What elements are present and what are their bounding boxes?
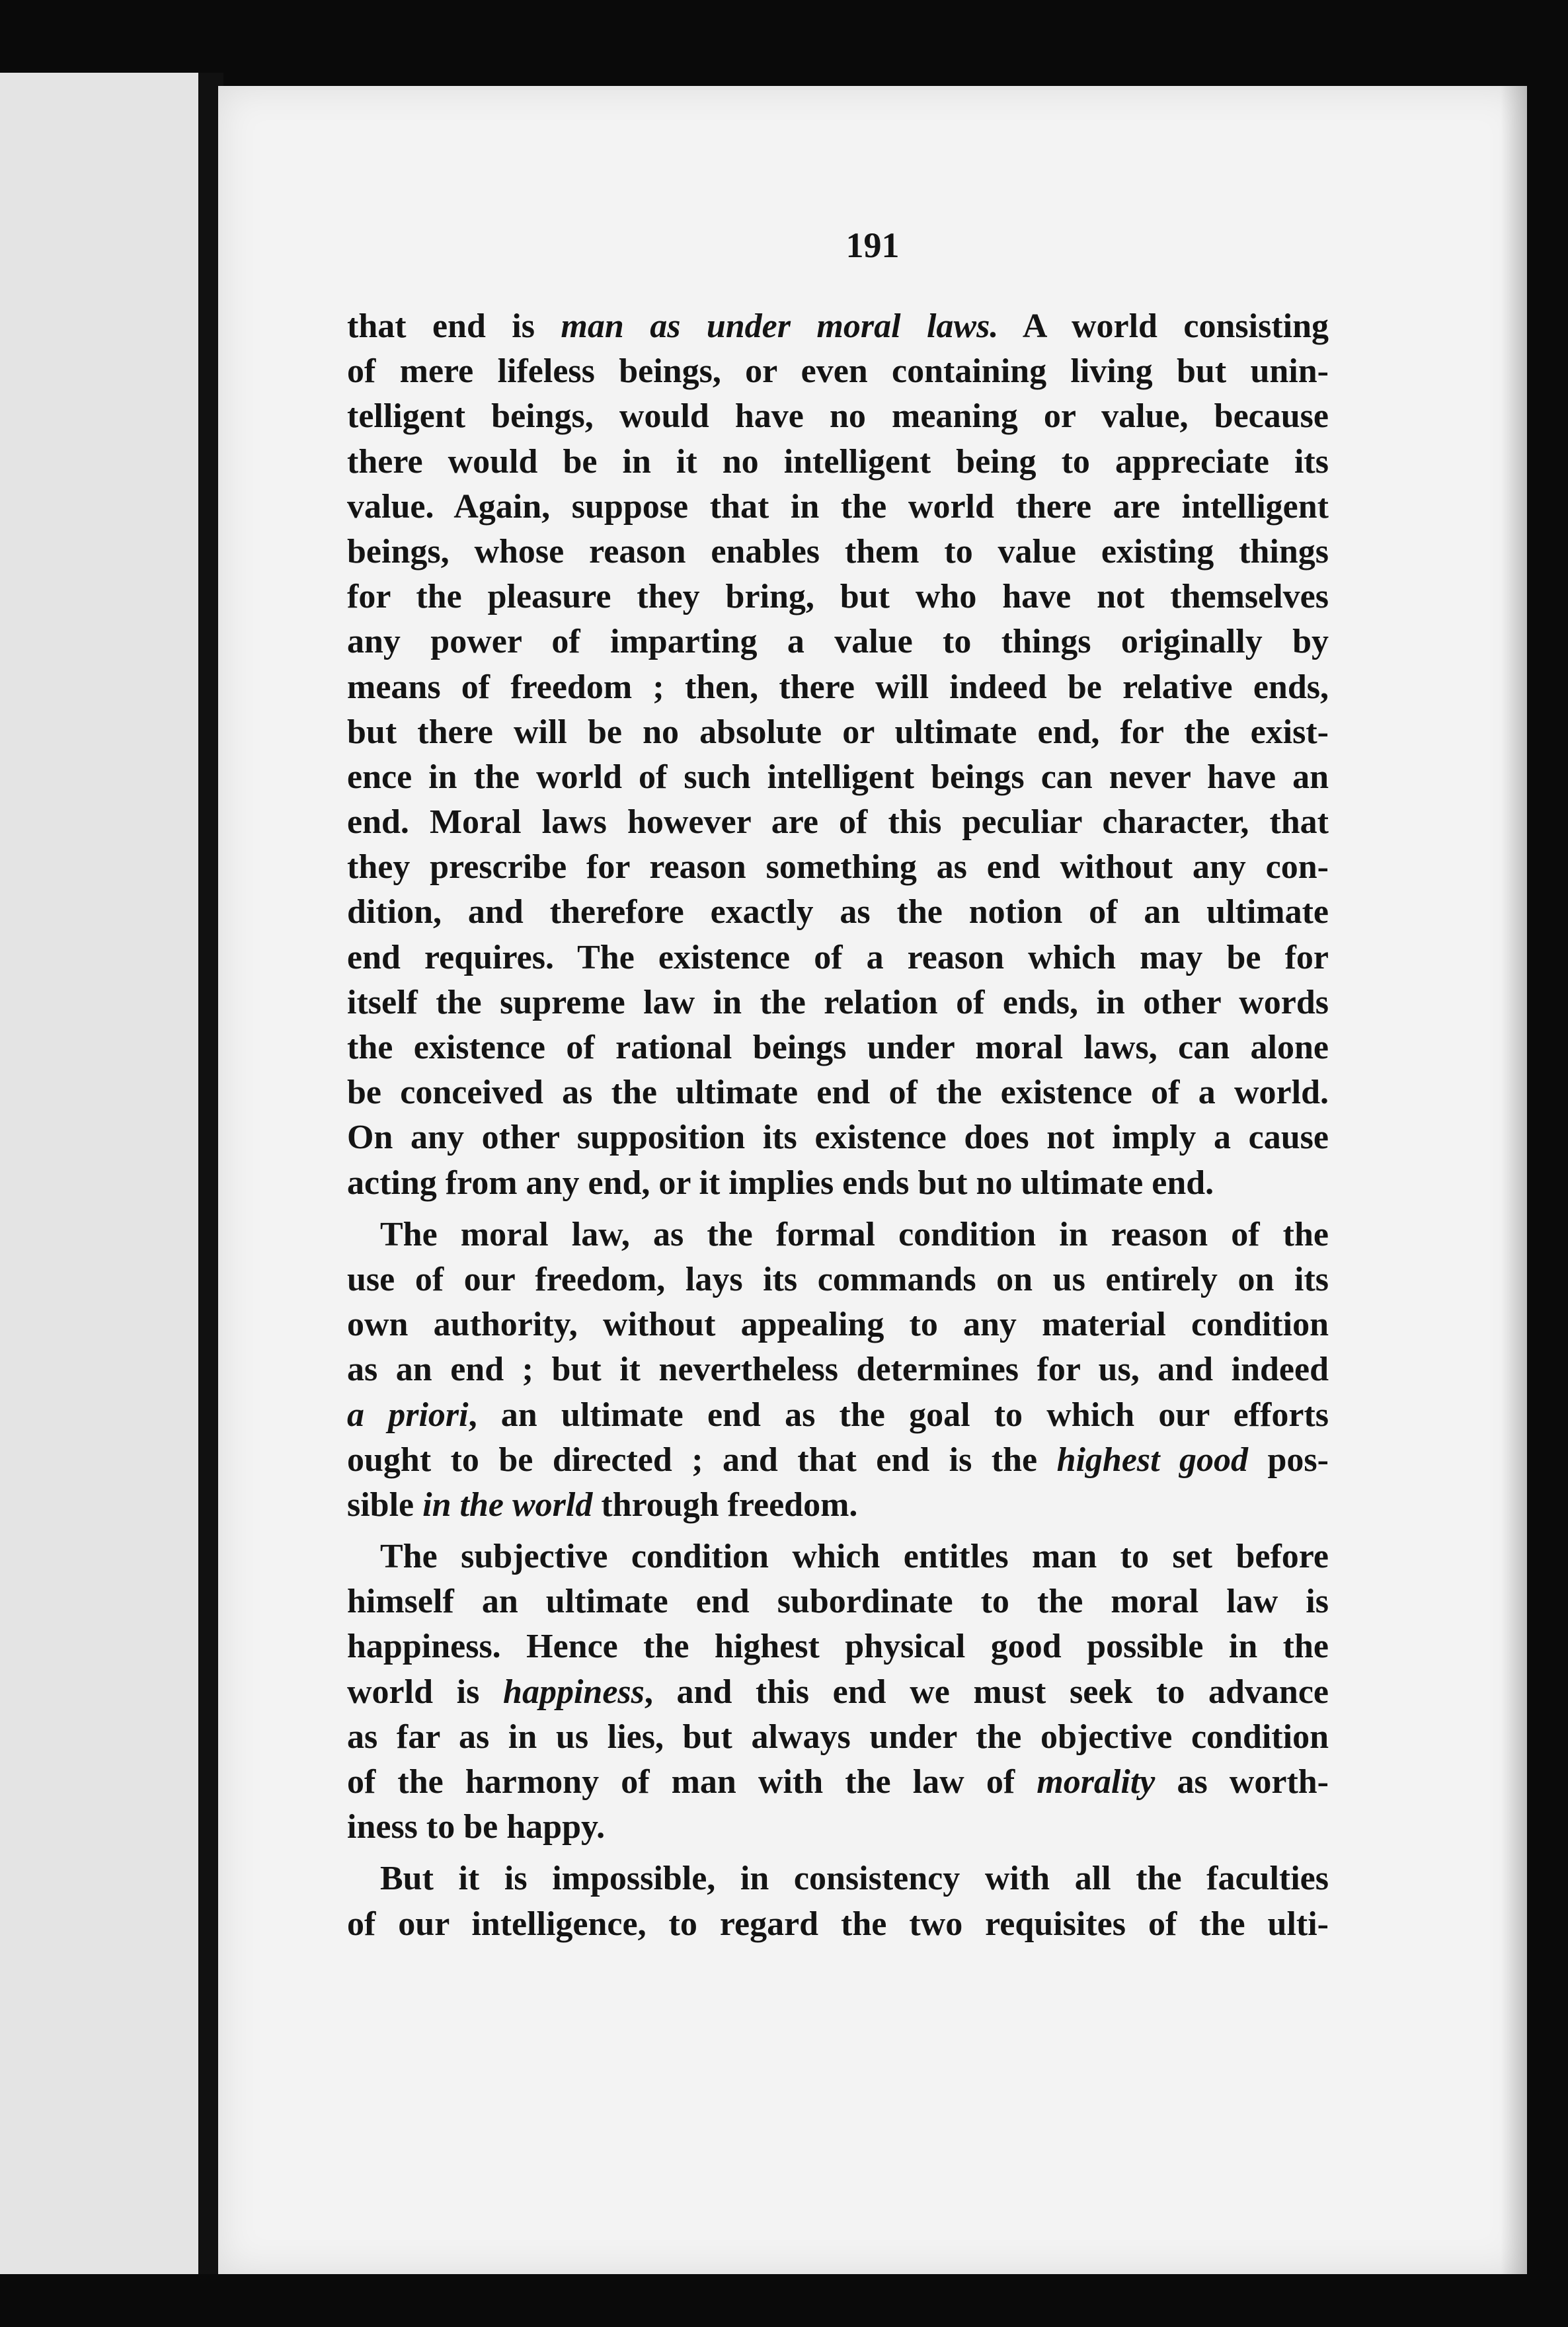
text-line: [347, 890, 1329, 935]
text-run: but there will be no absolute or ultimate end, for the exist-: [347, 713, 1329, 751]
text-run: himself an ultimate end subordinate to the moral law is: [347, 1583, 1329, 1621]
text-run: for the pleasure they bring, but who have not themselves: [347, 578, 1329, 616]
text-run: world is: [347, 1673, 504, 1711]
text-line: [347, 980, 1329, 1025]
text-line: [347, 755, 1329, 800]
text-run: use of our freedom, lays its commands on us entirely on its: [347, 1260, 1329, 1298]
text-run: ence in the world of such intelligent beings can never have an: [347, 758, 1329, 796]
text-run: dition, and therefore exactly as the notion of an ultimate: [347, 893, 1329, 931]
text-line: [347, 935, 1329, 980]
text-line: [347, 530, 1329, 574]
text-line: [347, 394, 1329, 439]
text-run: through freedom.: [592, 1485, 858, 1524]
paragraph-gap: [347, 1206, 1329, 1212]
text-line: [347, 1212, 1329, 1257]
text-line: [347, 710, 1329, 755]
text-run: A world consisting: [998, 307, 1329, 345]
text-line: [347, 485, 1329, 530]
page-number: 191: [845, 225, 900, 265]
text-run: there would be in it no intelligent being to appreciate its: [347, 442, 1329, 481]
text-line: [347, 1393, 1329, 1438]
text-line: [347, 1805, 1329, 1850]
paragraph-gap: [347, 1528, 1329, 1534]
text-line: [347, 1483, 1329, 1528]
text-run: the existence of rational beings under moral laws, can alone: [347, 1029, 1329, 1066]
text-run: pos-: [1248, 1440, 1329, 1479]
italic-text-run: a priori: [347, 1396, 469, 1434]
text-line: [347, 619, 1329, 664]
text-line: [347, 1902, 1329, 1947]
text-line: [347, 1070, 1329, 1115]
text-run: as far as in us lies, but always under the objective condition: [347, 1717, 1329, 1756]
italic-text-run: highest good: [1056, 1440, 1249, 1479]
text-line: [347, 574, 1329, 619]
italic-text-run: morality: [1037, 1763, 1156, 1801]
text-run: own authority, without appealing to any material condition: [347, 1306, 1329, 1344]
text-line: [347, 1347, 1329, 1392]
text-line: [347, 1856, 1329, 1901]
text-line: [347, 800, 1329, 845]
text-line: [347, 304, 1329, 349]
italic-text-run: happiness: [503, 1673, 645, 1711]
text-line: [347, 349, 1329, 394]
text-line: [347, 845, 1329, 890]
text-line: [347, 1579, 1329, 1624]
text-line: [347, 1624, 1329, 1669]
text-run: acting from any end, or it implies ends but no ultimate end.: [347, 1164, 1214, 1202]
text-run: end requires. The existence of a reason which may be for: [347, 938, 1329, 976]
text-run: ought to be directed ; and that end is the: [347, 1440, 1057, 1479]
text-line: [347, 1534, 1329, 1579]
text-run: On any other supposition its existence does not imply a cause: [347, 1119, 1329, 1157]
text-run: any power of imparting a value to things originally by: [347, 623, 1329, 661]
text-run: telligent beings, would have no meaning or value, because: [347, 397, 1329, 436]
text-run: , and this end we must seek to advance: [644, 1673, 1329, 1711]
text-line: [347, 1115, 1329, 1160]
text-run: that end is: [347, 307, 561, 345]
text-run: means of freedom ; then, there will indeed be relative ends,: [347, 668, 1329, 706]
text-run: of mere lifeless beings, or even containing living but unin-: [347, 352, 1329, 391]
italic-text-run: in the world: [422, 1485, 593, 1524]
text-run: happiness. Hence the highest physical good possible in the: [347, 1628, 1329, 1666]
text-run: But it is impossible, in consistency with all the faculties: [380, 1860, 1329, 1898]
text-line: [347, 1161, 1329, 1206]
text-line: [347, 1438, 1329, 1483]
book-page: [218, 86, 1527, 2274]
text-run: The subjective condition which entitles man to set before: [380, 1538, 1329, 1576]
text-line: [347, 1302, 1329, 1347]
text-run: as worth-: [1155, 1763, 1329, 1801]
text-run: end. Moral laws however are of this peculiar character, that: [347, 803, 1329, 842]
text-line: [347, 1760, 1329, 1805]
text-run: sible: [347, 1485, 423, 1524]
text-run: value. Again, suppose that in the world there are intelligent: [347, 487, 1329, 526]
text-run: itself the supreme law in the relation of ends, in other words: [347, 983, 1329, 1021]
page-body-text: [347, 304, 1329, 1947]
text-run: of the harmony of man with the law of: [347, 1763, 1037, 1801]
text-line: [347, 1257, 1329, 1302]
italic-text-run: man as under moral laws.: [561, 307, 999, 345]
text-line: [347, 665, 1329, 710]
text-line: [347, 1025, 1329, 1070]
text-run: The moral law, as the formal condition in reason of the: [380, 1215, 1329, 1253]
text-run: , an ultimate end as the goal to which our efforts: [468, 1396, 1329, 1434]
text-line: [347, 440, 1329, 485]
text-line: [347, 1715, 1329, 1760]
text-run: beings, whose reason enables them to value existing things: [347, 532, 1329, 571]
text-run: they prescribe for reason something as end without any con-: [347, 848, 1329, 887]
text-run: of our intelligence, to regard the two requisites of the ulti-: [347, 1905, 1329, 1943]
text-run: iness to be happy.: [347, 1808, 606, 1846]
text-run: be conceived as the ultimate end of the existence of a world.: [347, 1074, 1329, 1112]
text-line: [347, 1670, 1329, 1715]
paragraph-gap: [347, 1850, 1329, 1856]
facing-page-left: [0, 73, 201, 2274]
text-run: as an end ; but it nevertheless determines for us, and indeed: [347, 1351, 1329, 1389]
